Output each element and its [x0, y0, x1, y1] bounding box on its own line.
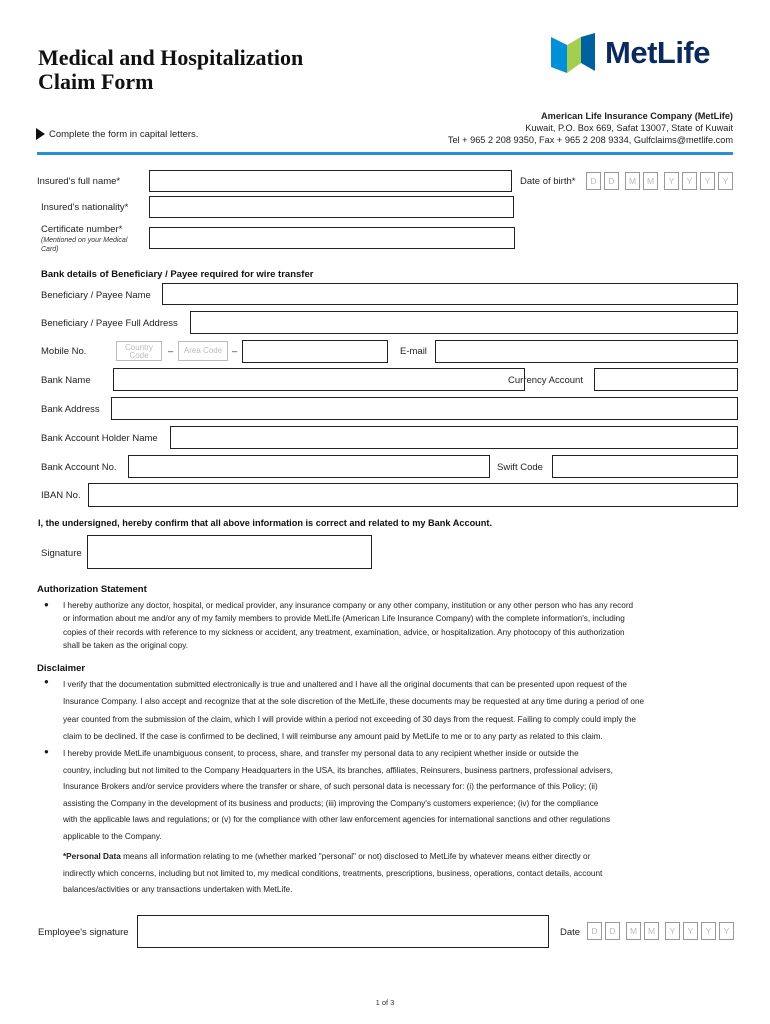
employee-signature-label: Employee's signature [38, 927, 129, 938]
dob-input[interactable] [586, 172, 736, 190]
dob-cell[interactable]: Y [664, 172, 679, 190]
company-info [448, 110, 733, 146]
signature-label: Signature [41, 548, 82, 559]
date-cell[interactable]: M [644, 922, 659, 940]
date-cell[interactable]: M [626, 922, 641, 940]
logo-text: MetLife [605, 35, 710, 70]
nationality-label: Insured's nationality* [41, 202, 129, 213]
email-input[interactable] [435, 340, 738, 363]
bank-address-input[interactable] [111, 397, 738, 420]
dob-cell[interactable]: M [643, 172, 658, 190]
employee-signature-field[interactable] [137, 915, 549, 948]
payee-address-label: Beneficiary / Payee Full Address [41, 318, 178, 329]
dob-cell[interactable]: M [625, 172, 640, 190]
page-number: 1 of 3 [375, 998, 395, 1007]
date-cell[interactable]: Y [665, 922, 680, 940]
certificate-label: Certificate number* [41, 224, 123, 235]
signature-field[interactable] [87, 535, 372, 569]
bullet-icon: ● [44, 677, 49, 686]
iban-label: IBAN No. [41, 490, 81, 501]
account-holder-input[interactable] [170, 426, 738, 449]
account-no-input[interactable] [128, 455, 490, 478]
dob-cell[interactable]: D [586, 172, 601, 190]
bank-name-label: Bank Name [41, 375, 91, 386]
swift-input[interactable] [552, 455, 738, 478]
certificate-hint: (Mentioned on your Medical Card) [41, 237, 128, 253]
company-name: American Life Insurance Company (MetLife) [541, 111, 733, 121]
bullet-icon: ● [44, 600, 49, 609]
disclaimer-item-2: I hereby provide MetLife unambiguous consent, to process, share, and transfer my personal data to any recipient whether inside or outside the country, including but not limited to the Company Headquarters in the USA, its branches, affiliates, Reinsurers, business partners, professional advisers, Insurance Brokers and/or service providers where the transfer or share, of such personal data is necessary for: (i) the performance of this Policy; (ii) assisting the Company in the development of its business and products; (iii) improving the Company's customers experience; (iv) for the compliance with the applicable laws and regulations; or (v) for the compliance with other law enforcement agencies for international sanctions and other regulations applicable to the Company. [63, 749, 613, 841]
date-cell[interactable]: D [605, 922, 620, 940]
page-title: Medical and Hospitalization Claim Form [38, 45, 304, 94]
authorization-text: I hereby authorize any doctor, hospital, or medical provider, any insurance company or any other company, institution or any other person who has any record or information about me and/or any of my family members to provide MetLife (American Life Insurance Company) with the complete information's, including copies of their records with reference to my sickness or accident, any treatment, examination, advice, or hospitalization. Any photocopy of this authorization shall be taken as the original copy. [63, 601, 634, 650]
dob-cell[interactable]: D [604, 172, 619, 190]
dash-separator: – [232, 346, 238, 357]
account-holder-label: Bank Account Holder Name [41, 433, 158, 444]
arrow-right-icon [36, 128, 45, 140]
full-name-input[interactable] [149, 170, 512, 192]
currency-input[interactable] [594, 368, 738, 391]
dash-separator: – [168, 346, 174, 357]
dob-label: Date of birth* [520, 176, 576, 187]
bank-heading: Bank details of Beneficiary / Payee required for wire transfer [41, 269, 314, 280]
date-label: Date [560, 927, 581, 938]
header-divider [37, 152, 733, 155]
full-name-label: Insured's full name* [37, 176, 121, 187]
payee-name-label: Beneficiary / Payee Name [41, 290, 151, 301]
dob-cell[interactable]: Y [700, 172, 715, 190]
authorization-heading: Authorization Statement [37, 584, 147, 595]
payee-address-input[interactable] [190, 311, 738, 334]
phone-number-input[interactable] [242, 340, 388, 363]
company-contact: Tel + 965 2 208 9350, Fax + 965 2 208 9334, Gulfclaims@metlife.com [447, 135, 733, 145]
metlife-logo-icon [551, 33, 597, 75]
payee-name-input[interactable] [162, 283, 738, 305]
account-no-label: Bank Account No. [41, 462, 117, 473]
bank-address-label: Bank Address [41, 404, 100, 415]
dob-cell[interactable]: Y [718, 172, 733, 190]
dob-cell[interactable]: Y [682, 172, 697, 190]
swift-label: Swift Code [497, 462, 543, 473]
nationality-input[interactable] [149, 196, 514, 218]
metlife-logo [551, 33, 736, 75]
date-cell[interactable]: Y [683, 922, 698, 940]
personal-data-term: *Personal Data [63, 852, 121, 861]
currency-label: Currency Account [508, 375, 583, 386]
date-cell[interactable]: Y [719, 922, 734, 940]
instruction: Complete the form in capital letters. [36, 128, 198, 140]
bank-name-input[interactable] [113, 368, 525, 391]
date-cell[interactable]: D [587, 922, 602, 940]
company-address: Kuwait, P.O. Box 669, Safat 13007, State of Kuwait [525, 123, 733, 133]
bullet-icon: ● [44, 747, 49, 756]
mobile-label: Mobile No. [41, 346, 87, 357]
iban-input[interactable] [88, 483, 738, 507]
area-code-input[interactable]: Area Code [178, 341, 228, 361]
personal-data-definition: *Personal Data means all information relating to me (whether marked "personal" or not) disclosed to MetLife by whatever means either directly or indirectly which concerns, including but not limited to, my medical conditions, treatments, prescriptions, business, operations, contact details, account balances/activities or any transactions undertaken with MetLife. [63, 852, 603, 895]
date-input[interactable] [587, 922, 737, 940]
disclaimer-heading: Disclaimer [37, 663, 86, 674]
country-code-input[interactable]: Country Code [116, 341, 162, 361]
bank-confirmation: I, the undersigned, hereby confirm that all above information is correct and related to my Bank Account. [38, 518, 493, 528]
disclaimer-item-1: I verify that the documentation submitted electronically is true and unaltered and I have all the original documents that can be presented upon request of the Insurance Company. I also accept and recognize that at the sole discretion of the MetLife, these documents may be requested at any time during a period of one year counted from the submission of the claim, which I will provide within a period not exceeding of 30 days from the request. Failing to comply could imply the claim to be declined. If the case is confirmed to be declined, I will reimburse any amount paid by MetLife to me or to any party as related to this claim. [63, 680, 645, 741]
date-cell[interactable]: Y [701, 922, 716, 940]
email-label: E-mail [400, 346, 427, 357]
certificate-input[interactable] [149, 227, 515, 249]
